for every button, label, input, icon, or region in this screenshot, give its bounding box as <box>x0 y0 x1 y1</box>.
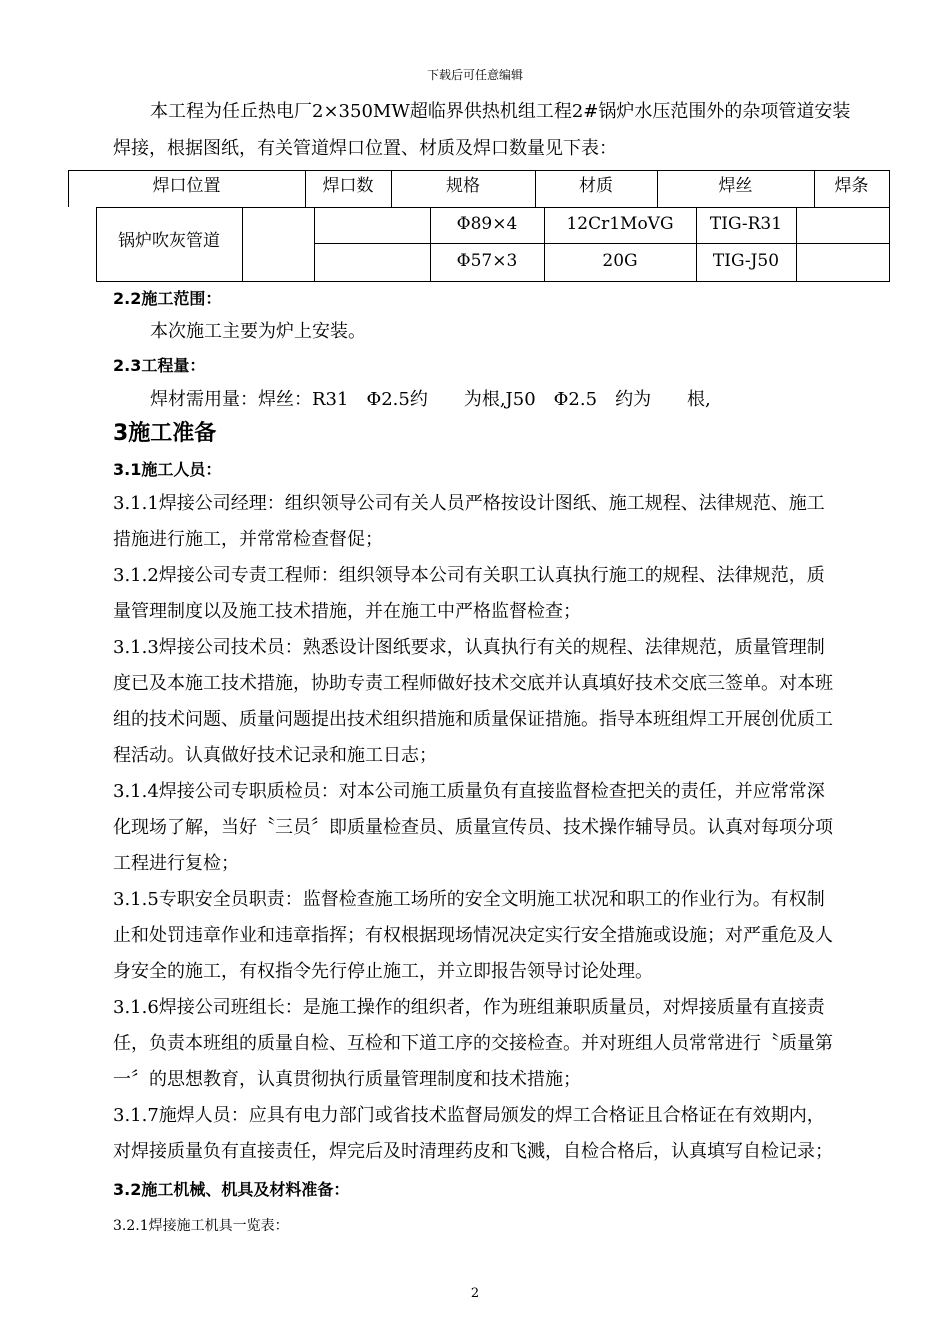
header-material: 材质 <box>579 176 613 196</box>
section-3-2-1-title: 3.2.1焊接施工机具一览表： <box>113 1218 289 1234</box>
body-line: 程活动。认真做好技术记录和施工日志； <box>113 745 437 766</box>
cell-spec-2: Φ57×3 <box>456 251 518 271</box>
header-wire: 焊丝 <box>718 176 753 196</box>
body-line: 化现场了解，当好〝三员〞即质量检查员、质量宣传员、技术操作辅导员。认真对每项分项 <box>113 817 833 838</box>
body-line: 身安全的施工，有权指令先行停止施工，并立即报告领导讨论处理。 <box>113 961 653 982</box>
body-line: 量管理制度以及施工技术措施，并在施工中严格监督检查； <box>113 601 581 622</box>
cell-wire-2: TIG-J50 <box>712 251 780 271</box>
body-line: 度已及本施工技术措施，协助专责工程师做好技术交底并认真填好技术交底三签单。对本班 <box>113 673 833 694</box>
body-line: 3.1.7施焊人员：应具有电力部门或省技术监督局颁发的焊工合格证且合格证在有效期内， <box>113 1105 825 1126</box>
page-number: 2 <box>470 1286 480 1301</box>
section-2-2-title: 2.2施工范围： <box>113 289 222 308</box>
body-line: 措施进行施工，并常常检查督促； <box>113 529 383 550</box>
header-weld-position: 焊口位置 <box>152 176 221 196</box>
body-line: 3.1.4焊接公司专职质检员：对本公司施工质量负有直接监督检查把关的责任，并应常常深 <box>113 781 825 802</box>
cell-location: 锅炉吹灰管道 <box>118 231 220 251</box>
cell-wire-1: TIG-R31 <box>709 214 783 234</box>
cell-spec-1: Φ89×4 <box>456 214 518 234</box>
body-line: 3.1.6焊接公司班组长：是施工操作的组织者，作为班组兼职质量员，对焊接质量有直接责 <box>113 997 825 1018</box>
body-line: 工程进行复检； <box>113 853 239 874</box>
body-line: 一〞的思想教育，认真贯彻执行质量管理制度和技术措施； <box>113 1069 581 1090</box>
intro-line-1: 本工程为任丘热电厂2×350MW超临界供热机组工程2#锅炉水压范围外的杂项管道安装 <box>150 101 851 122</box>
header-weld-count: 焊口数 <box>322 176 374 196</box>
body-line: 对焊接质量负有直接责任，焊完后及时清理药皮和飞溅，自检合格后，认真填写自检记录； <box>113 1141 833 1162</box>
cell-material-2: 20G <box>602 251 638 271</box>
section-3-1-title: 3.1施工人员： <box>113 460 222 479</box>
page-header: 下载后可任意编辑 <box>426 68 523 82</box>
header-rod: 焊条 <box>834 176 869 196</box>
body-line: 3.1.3焊接公司技术员：熟悉设计图纸要求，认真执行有关的规程、法律规范，质量管理制 <box>113 637 825 658</box>
section-3-2-title: 3.2施工机械、机具及材料准备： <box>113 1180 350 1199</box>
cell-material-1: 12Cr1MoVG <box>566 214 674 234</box>
body-line: 任，负责本班组的质量自检、互检和下道工序的交接检查。并对班组人员常常进行〝质量第 <box>113 1033 833 1054</box>
section-2-2-text: 本次施工主要为炉上安装。 <box>150 321 366 342</box>
section-2-3-text: 焊材需用量：焊丝：R31 Φ2.5约 为根,J50 Φ2.5 约为 根, <box>150 389 711 410</box>
header-spec: 规格 <box>446 176 480 196</box>
intro-line-2: 焊接，根据图纸，有关管道焊口位置、材质及焊口数量见下表： <box>113 138 617 159</box>
body-line: 3.1.5专职安全员职责：监督检查施工场所的安全文明施工状况和职工的作业行为。有权制 <box>113 889 825 910</box>
body-line: 止和处罚违章作业和违章指挥；有权根据现场情况决定实行安全措施或设施；对严重危及人 <box>113 925 833 946</box>
section-2-3-title: 2.3工程量： <box>113 356 206 375</box>
body-line: 3.1.2焊接公司专责工程师：组织领导本公司有关职工认真执行施工的规程、法律规范，质 <box>113 565 825 586</box>
body-line: 3.1.1焊接公司经理：组织领导公司有关人员严格按设计图纸、施工规程、法律规范、施工 <box>113 493 825 514</box>
body-line: 组的技术问题、质量问题提出技术组织措施和质量保证措施。指导本班组焊工开展创优质工 <box>113 709 833 730</box>
section-3-title: 3施工准备 <box>113 421 217 446</box>
